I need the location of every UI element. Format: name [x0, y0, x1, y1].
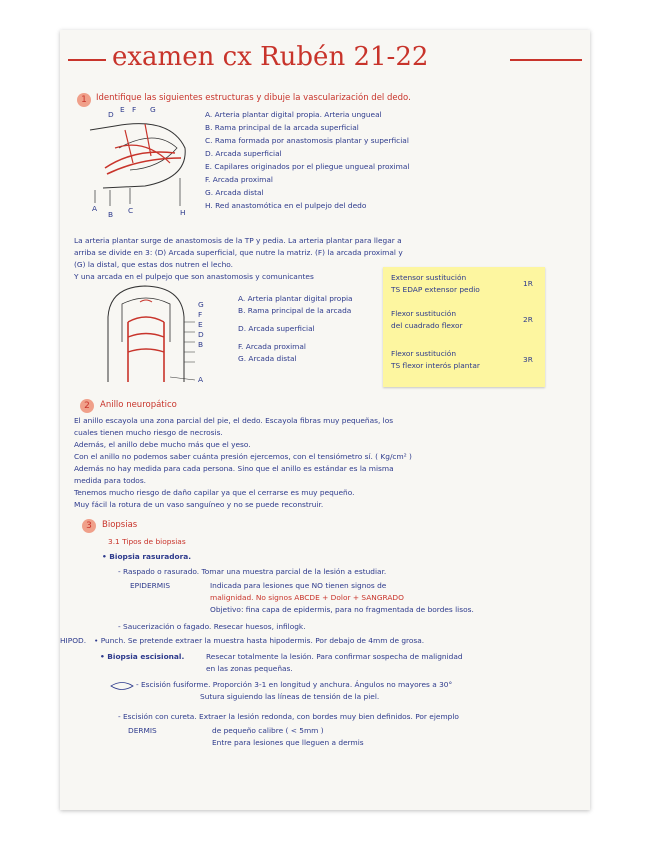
- q2-line: medida para todos.: [74, 476, 147, 485]
- q1-item: A. Arteria plantar digital propia. Arteria ungueal: [205, 110, 382, 119]
- biopsy-line: Objetivo: fina capa de epidermis, para no fragmentada de bordes lisos.: [210, 605, 474, 614]
- q1-item2: D. Arcada superficial: [238, 324, 315, 333]
- q1-item2: B. Rama principal de la arcada: [238, 306, 352, 315]
- punch-line: • Punch. Se pretende extraer la muestra hasta hipodermis. Por debajo de 4mm de grosa.: [94, 636, 425, 645]
- section-3-1-subheading: 3.1 Tipos de biopsias: [108, 537, 186, 546]
- diagram1-label-b: B: [108, 210, 114, 219]
- q1-item: B. Rama principal de la arcada superficial: [205, 123, 359, 132]
- finger-vascular-diagram-2: [100, 282, 203, 387]
- q1-item: H. Red anastomótica en el pulpejo del dedo: [205, 201, 367, 210]
- section-2-number: 2: [80, 399, 94, 413]
- q2-line: Además, el anillo debe mucho más que el yeso.: [74, 440, 251, 449]
- note-row1-score: 1R: [523, 279, 533, 288]
- note-row2-line2: del cuadrado flexor: [391, 321, 463, 330]
- epidermis-label: EPIDERMIS: [130, 581, 171, 590]
- diagram2-label-e: E: [198, 320, 203, 329]
- page-title: examen cx Rubén 21-22: [112, 42, 429, 72]
- q1-paragraph-line: La arteria plantar surge de anastomosis de la TP y pedia. La arteria plantar para llegar a: [74, 236, 402, 245]
- title-rule-right: [510, 59, 582, 61]
- diagram2-label-f: F: [198, 310, 203, 319]
- diagram1-label-g: G: [150, 105, 156, 114]
- note-row2-line1: Flexor sustitución: [391, 309, 457, 318]
- diagram1-label-c: C: [128, 206, 134, 215]
- hipod-label: HIPOD.: [60, 636, 87, 645]
- note-row1-line2: TS EDAP extensor pedio: [391, 285, 480, 294]
- notebook-page: [60, 30, 590, 810]
- q1-paragraph-line: arriba se divide en 3: (D) Arcada superficial, que nutre la matriz. (F) la arcada proximal y: [74, 248, 403, 257]
- section-1-number: 1: [77, 93, 91, 107]
- q1-item2: G. Arcada distal: [238, 354, 297, 363]
- q1-paragraph-line: Y una arcada en el pulpejo que son anastomosis y comunicantes: [74, 272, 314, 281]
- biopsy-rasuradora-title: • Biopsia rasuradora.: [102, 552, 192, 561]
- diagram1-label-e: E: [120, 105, 125, 114]
- diagram1-label-f: F: [132, 105, 137, 114]
- fusiform-line: Sutura siguiendo las líneas de tensión de la piel.: [200, 692, 380, 701]
- diagram1-label-d: D: [108, 110, 114, 119]
- sticky-note: [383, 267, 545, 387]
- section-3-heading: Biopsias: [102, 520, 138, 530]
- q1-paragraph-line: (G) la distal, que estas dos nutren el lecho.: [74, 260, 234, 269]
- note-row1-line1: Extensor sustitución: [391, 273, 467, 282]
- diagram2-label-g: G: [198, 300, 204, 309]
- q2-line: Además no hay medida para cada persona. Sino que el anillo es estándar es la misma: [74, 464, 394, 473]
- q1-item: D. Arcada superficial: [205, 149, 282, 158]
- q2-line: Con el anillo no podemos saber cuánta presión ejercemos, con el tensiómetro sí. ( Kg/cm² ): [74, 452, 412, 461]
- q2-line: Muy fácil la rotura de un vaso sanguíneo y no se puede reconstruir.: [74, 500, 324, 509]
- section-3-number: 3: [82, 519, 96, 533]
- section-2-heading: Anillo neuropático: [100, 400, 177, 410]
- diagram1-label-h: H: [180, 208, 186, 217]
- q2-line: El anillo escayola una zona parcial del pie, el dedo. Escayola fibras muy pequeñas, los: [74, 416, 394, 425]
- diagram2-label-a: A: [198, 375, 204, 384]
- q2-line: Tenemos mucho riesgo de daño capilar ya que el cerrarse es muy pequeño.: [74, 488, 355, 497]
- note-row3-line1: Flexor sustitución: [391, 349, 457, 358]
- biopsy-line: Indicada para lesiones que NO tienen signos de: [210, 581, 387, 590]
- dermis-label: DERMIS: [128, 726, 157, 735]
- finger-vascular-diagram-1: [85, 108, 205, 218]
- diagram1-label-a: A: [92, 204, 98, 213]
- biopsy-line: - Raspado o rasurado. Tomar una muestra parcial de la lesión a estudiar.: [118, 567, 387, 576]
- q2-line: cuales tienen mucho riesgo de necrosis.: [74, 428, 223, 437]
- biopsy-line-red: malignidad. No signos ABCDE + Dolor + SANGRADO: [210, 593, 404, 602]
- section-1-heading: Identifique las siguientes estructuras y dibuje la vascularización del dedo.: [96, 93, 411, 103]
- q1-item: C. Rama formada por anastomosis plantar y superficial: [205, 136, 409, 145]
- q1-item: F. Arcada proximal: [205, 175, 273, 184]
- note-row3-line2: TS flexor interós plantar: [391, 361, 480, 370]
- title-rule-left: [68, 59, 106, 61]
- fusiform-shape-icon: [110, 681, 134, 691]
- q1-item2: A. Arteria plantar digital propia: [238, 294, 353, 303]
- q1-item: E. Capilares originados por el pliegue ungueal proximal: [205, 162, 410, 171]
- cureta-line: Entre para lesiones que lleguen a dermis: [212, 738, 364, 747]
- escisional-line: Resecar totalmente la lesión. Para confirmar sospecha de malignidad: [206, 652, 463, 661]
- diagram2-label-d: D: [198, 330, 204, 339]
- escisional-line: en las zonas pequeñas.: [206, 664, 293, 673]
- note-row3-score: 3R: [523, 355, 533, 364]
- cureta-line: de pequeño calibre ( < 5mm ): [212, 726, 324, 735]
- note-row2-score: 2R: [523, 315, 533, 324]
- fusiform-line: - Escisión fusiforme. Proporción 3-1 en longitud y anchura. Ángulos no mayores a 30°: [136, 680, 453, 689]
- q1-item2: F. Arcada proximal: [238, 342, 306, 351]
- biopsy-escisional-title: • Biopsia escisional.: [100, 652, 185, 661]
- q1-item: G. Arcada distal: [205, 188, 264, 197]
- diagram2-label-b: B: [198, 340, 204, 349]
- saucerizacion-line: - Saucerización o fagado. Resecar huesos, infilogk.: [118, 622, 306, 631]
- cureta-line: - Escisión con cureta. Extraer la lesión redonda, con bordes muy bien definidos. Por ejemplo: [118, 712, 459, 721]
